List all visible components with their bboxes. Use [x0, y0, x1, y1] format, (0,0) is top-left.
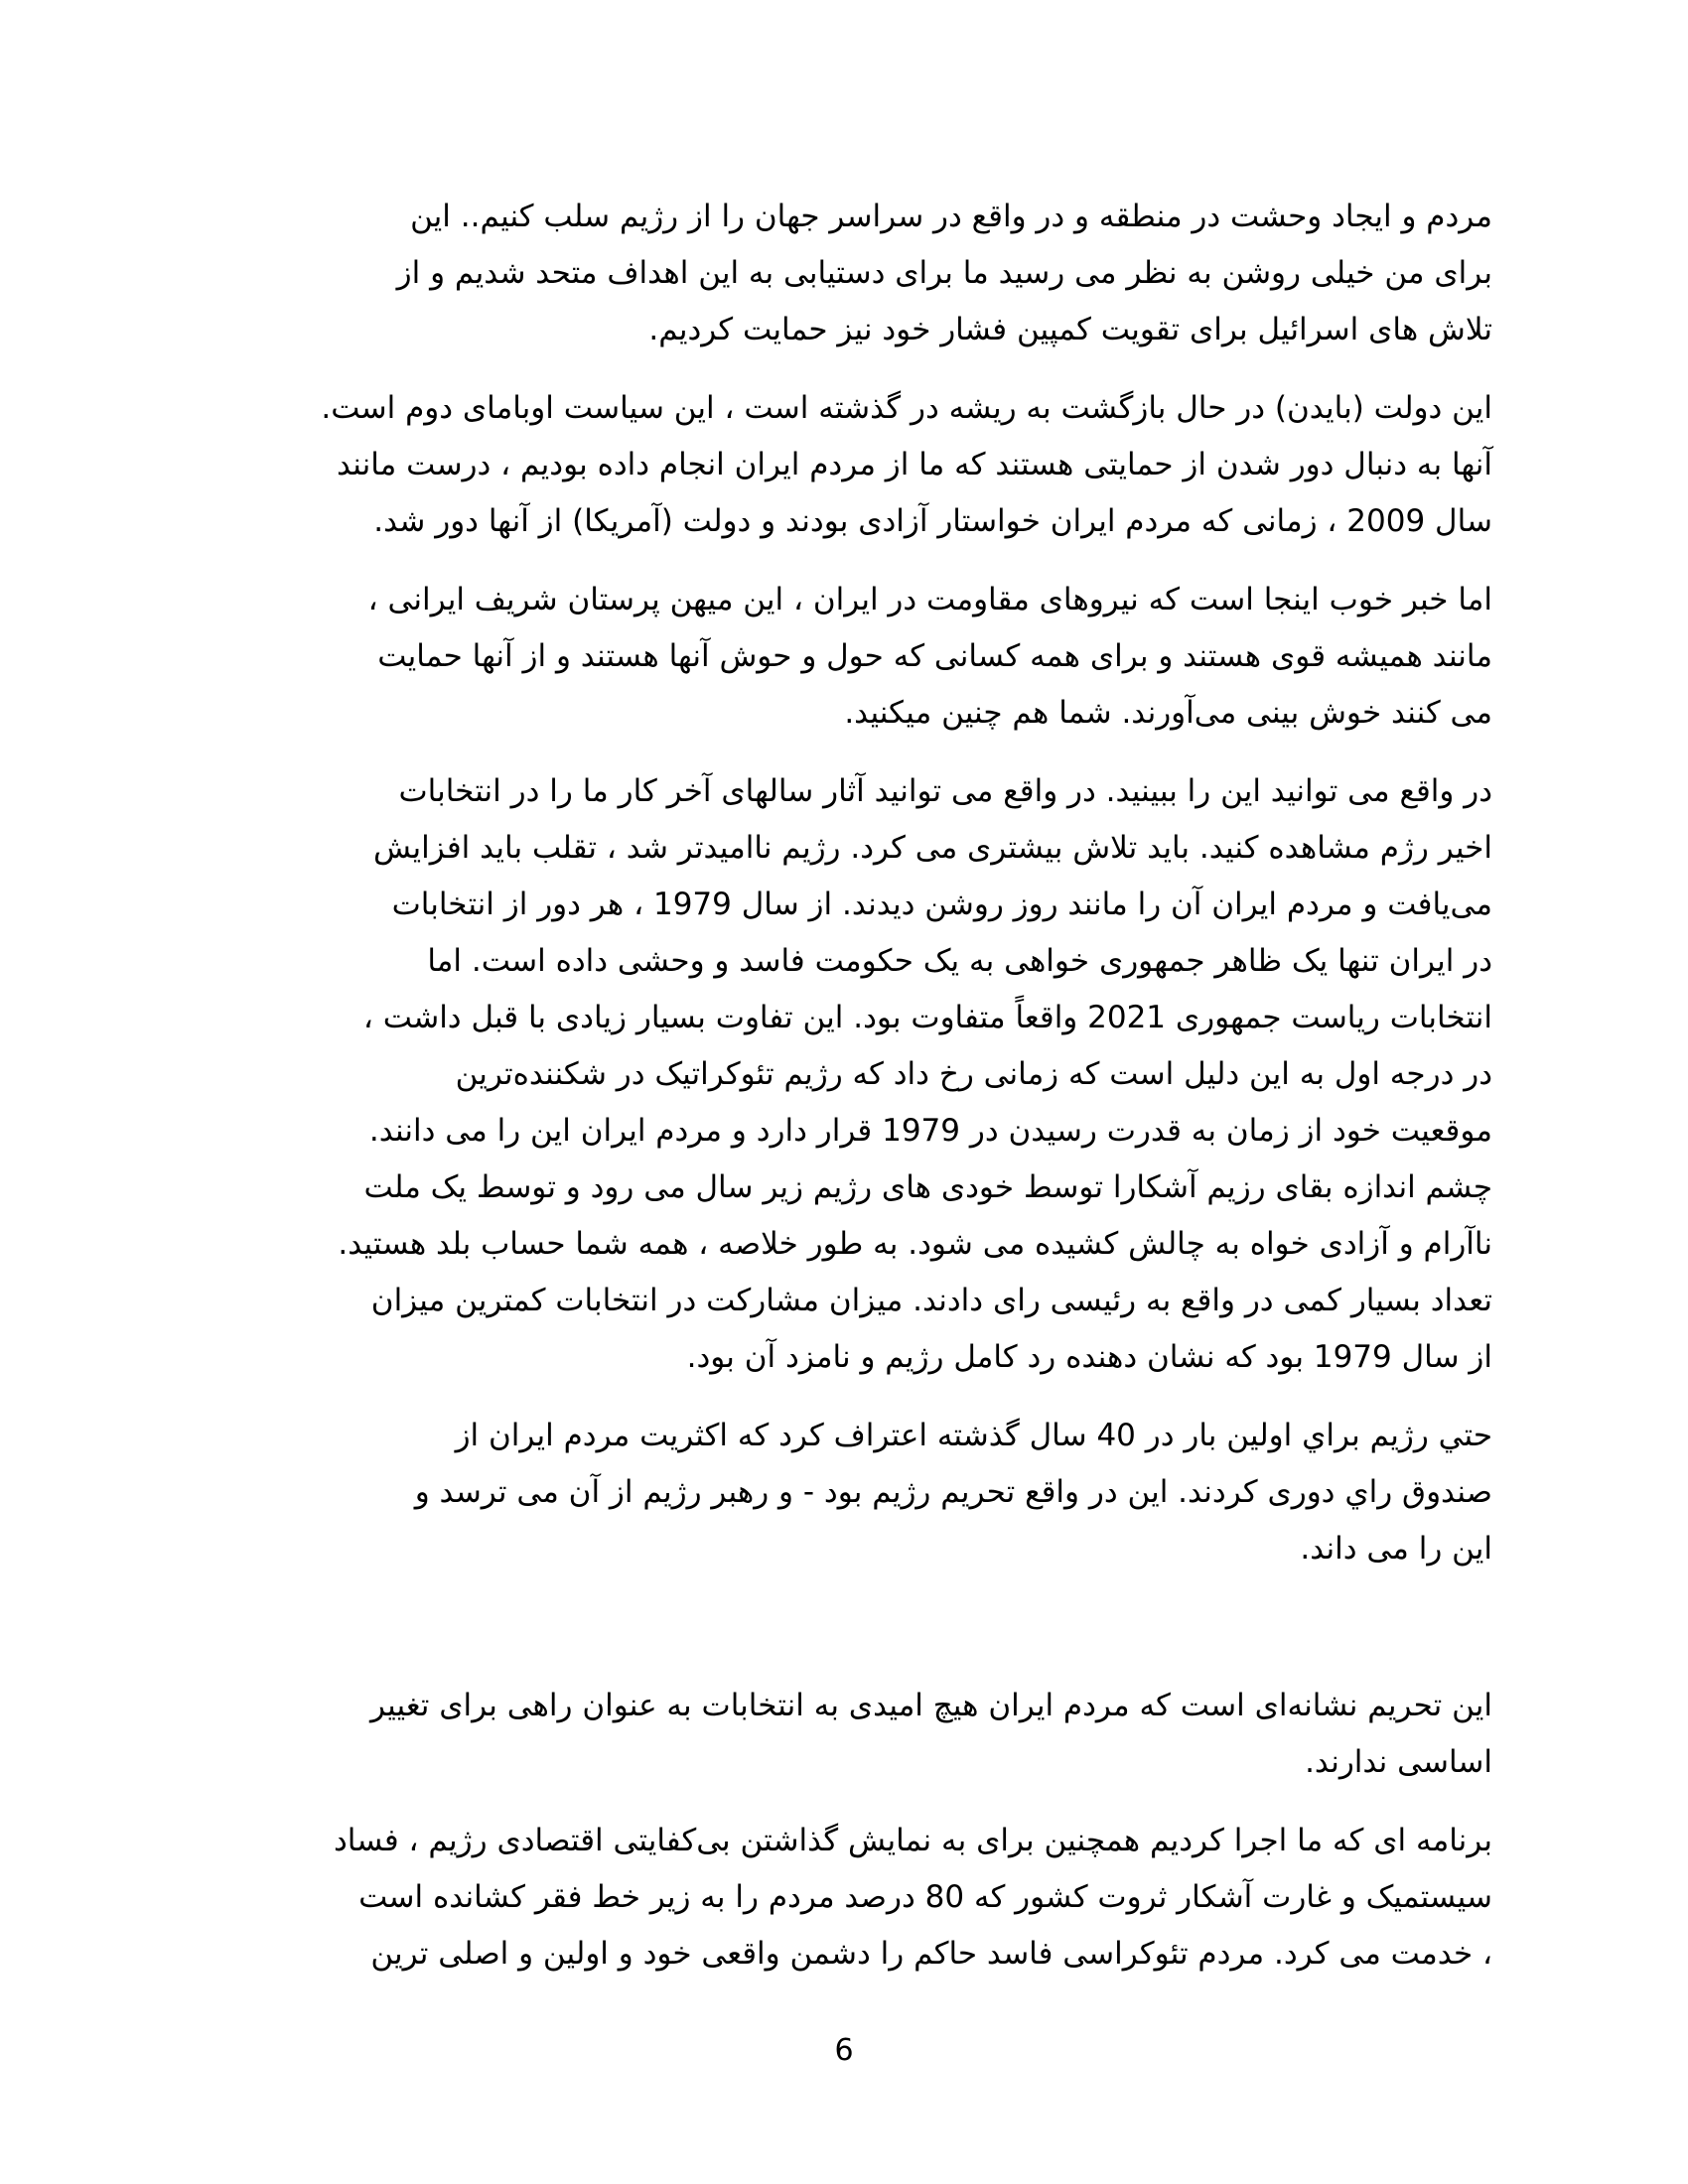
paragraph	[189, 572, 1492, 742]
text-line: سیستمیک و غارت آشکار ثروت کشور که 80 درصد مردم را به زیر خط فقر کشانده است	[358, 1879, 1492, 1915]
text-line: ناآرام و آزادی خواه به چالش کشیده می شود. به طور خلاصه ، همه شما حساب بلد هستید.	[338, 1226, 1492, 1262]
text-line: در درجه اول به این دلیل است که زمانی رخ داد که رژیم تئوکراتیک در شکننده‌ترین	[455, 1056, 1492, 1092]
text-line: تلاش های اسرائیل برای تقویت کمپین فشار خود نیز حمایت کردیم.	[648, 312, 1492, 347]
text-line: اما خبر خوب اینجا است که نیروهای مقاومت در ایران ، این میهن پرستان شریف ایرانی ،	[367, 582, 1492, 617]
paragraph	[189, 763, 1492, 1386]
text-line: صندوق راي دوری کردند. این در واقع تحریم رژیم بود - و رهبر رژیم از آن می ترسد و	[414, 1474, 1492, 1510]
page-number: 6	[834, 2033, 854, 2068]
paragraph	[189, 380, 1492, 550]
text-line: مانند همیشه قوی هستند و برای همه کسانی که حول و حوش آنها هستند و از آنها حمایت	[377, 638, 1492, 674]
text-line: از سال 1979 بود که نشان دهنده رد کامل رژیم و نامزد آن بود.	[686, 1339, 1492, 1375]
text-line	[189, 1599, 1492, 1656]
text-line: اساسی ندارند.	[1305, 1744, 1492, 1780]
document-body	[189, 189, 1492, 2004]
text-line: در واقع می توانید این را ببینید. در واقع می توانید آثار سالهای آخر کار ما را در انتخابات	[398, 773, 1492, 809]
text-line: اخیر رژم مشاهده کنید. باید تلاش بیشتری می کرد. رژیم ناامیدتر شد ، تقلب باید افزایش	[373, 830, 1492, 866]
text-line: ، خدمت می کرد. مردم تئوکراسی فاسد حاکم را دشمن واقعی خود و اولین و اصلی ترین	[370, 1936, 1492, 1972]
text-line: آنها به دنبال دور شدن از حمایتی هستند که ما از مردم ایران انجام داده بودیم ، درست مانند	[336, 447, 1492, 482]
text-line: در ایران تنها یک ظاهر جمهوری خواهی به یک حکومت فاسد و وحشی داده است. اما	[427, 943, 1492, 979]
text-line: سال 2009 ، زمانی که مردم ایران خواستار آزادی بودند و دولت (آمریکا) از آنها دور شد.	[373, 503, 1492, 539]
text-line: برای من خیلی روشن به نظر می رسید ما برای دستیابی به این اهداف متحد شدیم و از	[396, 255, 1492, 291]
text-line: این را می داند.	[1300, 1531, 1492, 1567]
paragraph	[189, 189, 1492, 358]
text-line: برنامه ای که ما اجرا کردیم همچنین برای به نمایش گذاشتن بی‌کفایتی اقتصادی رژیم ، فساد	[333, 1823, 1492, 1858]
paragraph	[189, 1678, 1492, 1791]
text-line: می کنند خوش بینی می‌آورند. شما هم چنین میکنید.	[844, 695, 1492, 731]
text-line: انتخابات ریاست جمهوری 2021 واقعاً متفاوت بود. این تفاوت بسیار زیادی با قبل داشت ،	[362, 1000, 1492, 1035]
text-line: می‌یافت و مردم ایران آن را مانند روز روشن دیدند. از سال 1979 ، هر دور از انتخابات	[391, 887, 1492, 922]
text-line: تعداد بسیار کمی در واقع به رئیسی رای دادند. میزان مشارکت در انتخابات کمترین میزان	[370, 1283, 1492, 1318]
text-line: حتي رژیم براي اولین بار در 40 سال گذشته اعتراف کرد که اکثریت مردم ایران از	[455, 1418, 1492, 1453]
text-line: موقعیت خود از زمان به قدرت رسیدن در 1979 قرار دارد و مردم ایران این را می دانند.	[368, 1113, 1492, 1149]
text-line: چشم اندازه بقای رزیم آشکارا توسط خودی های رژیم زیر سال می رود و توسط یک ملت	[363, 1169, 1492, 1205]
paragraph	[189, 1813, 1492, 1982]
text-line: این تحریم نشانه‌ای است که مردم ایران هیچ امیدی به انتخابات به عنوان راهی برای تغییر	[370, 1688, 1492, 1723]
paragraph	[189, 1599, 1492, 1656]
text-line: این دولت (بایدن) در حال بازگشت به ریشه در گذشته است ، این سیاست اوبامای دوم است.	[321, 390, 1492, 426]
text-line: مردم و ایجاد وحشت در منطقه و در واقع در سراسر جهان را از رژیم سلب کنیم.. این	[410, 199, 1492, 234]
paragraph	[189, 1408, 1492, 1577]
